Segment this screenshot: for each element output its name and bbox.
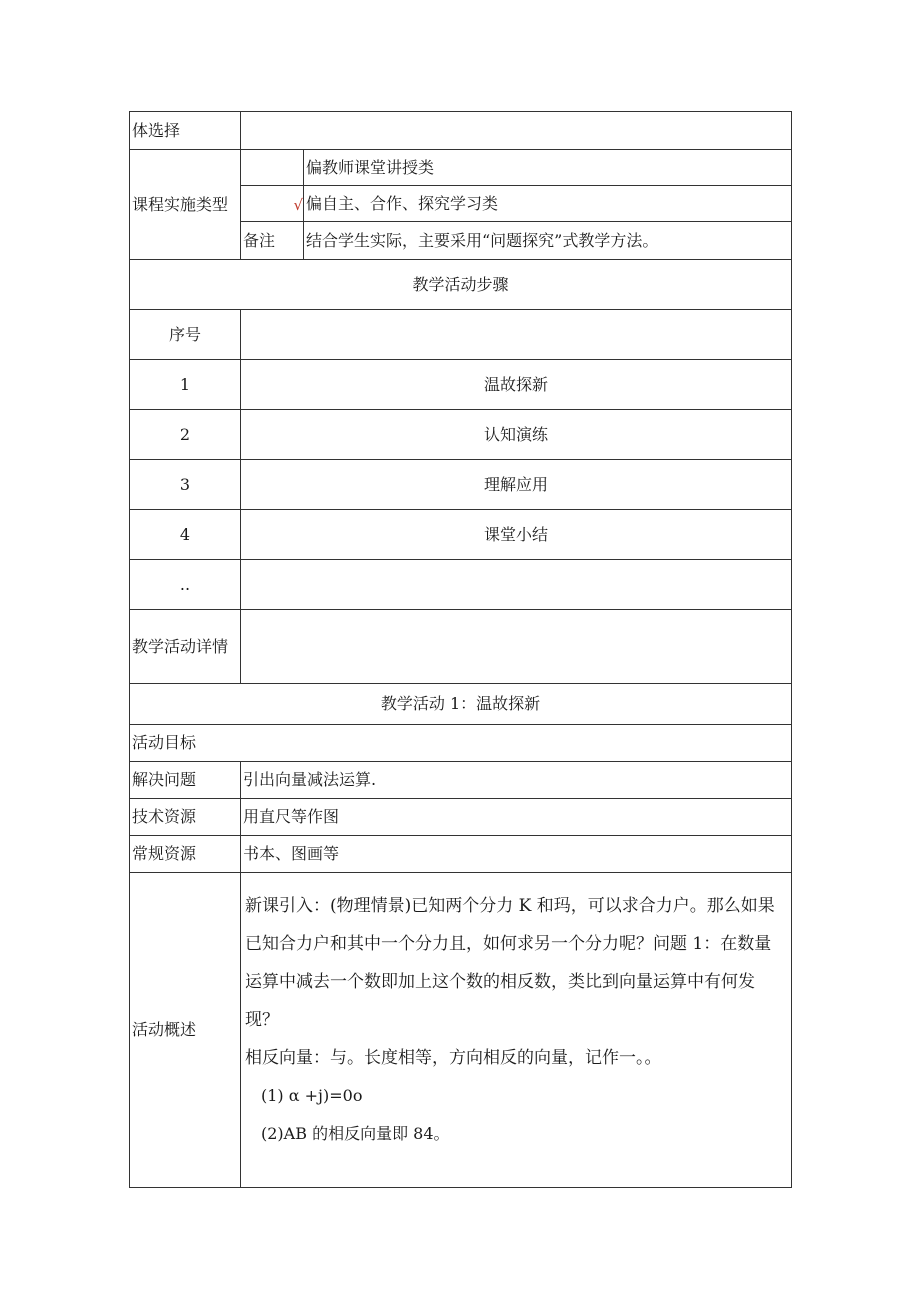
lesson-plan-table xyxy=(129,111,792,1188)
activity1-title-row xyxy=(130,684,792,725)
goal-row xyxy=(130,725,792,762)
step-number: 1 xyxy=(130,360,241,410)
media-selection-value xyxy=(241,112,792,150)
steps-title: 教学活动步骤 xyxy=(130,260,792,310)
overview-label: 活动概述 xyxy=(130,873,241,1188)
remark-label: 备注 xyxy=(241,222,304,260)
common-row xyxy=(130,836,792,873)
tech-row xyxy=(130,799,792,836)
details-label: 教学活动详情 xyxy=(130,610,241,684)
problem-label: 解决问题 xyxy=(130,762,241,799)
overview-formula: (1) α +j)=0o xyxy=(261,1086,363,1105)
overview-paragraph: 相反向量：与。长度相等，方向相反的向量，记作一。。 xyxy=(245,1048,662,1068)
step-number: 4 xyxy=(130,510,241,560)
steps-title-row xyxy=(130,260,792,310)
ellipsis-row xyxy=(130,560,792,610)
common-text: 书本、图画等 xyxy=(241,836,792,873)
problem-row xyxy=(130,762,792,799)
ellipsis: .. xyxy=(130,560,241,610)
step-number: 3 xyxy=(130,460,241,510)
overview-formula: (2)AB 的相反向量即 84。 xyxy=(261,1124,450,1143)
tech-label: 技术资源 xyxy=(130,799,241,836)
step-row xyxy=(130,510,792,560)
activity1-title: 教学活动 1：温故探新 xyxy=(130,684,792,725)
details-blank xyxy=(241,610,792,684)
remark-text: 结合学生实际，主要采用“问题探究”式教学方法。 xyxy=(304,222,792,260)
option-teacher-check xyxy=(241,150,304,186)
overview-content xyxy=(241,873,792,1188)
step-name: 温故探新 xyxy=(241,360,792,410)
problem-text: 引出向量减法运算. xyxy=(241,762,792,799)
step-name: 认知演练 xyxy=(241,410,792,460)
tech-text: 用直尺等作图 xyxy=(241,799,792,836)
option-student-label: 偏自主、合作、探究学习类 xyxy=(304,186,792,222)
step-row xyxy=(130,460,792,510)
course-type-label: 课程实施类型 xyxy=(130,150,241,260)
steps-header-row xyxy=(130,310,792,360)
seq-header: 序号 xyxy=(130,310,241,360)
ellipsis-blank xyxy=(241,560,792,610)
step-row xyxy=(130,410,792,460)
overview-paragraph: 新课引入：(物理情景)已知两个分力 K 和玛，可以求合力户。那么如果已知合力户和其中一个分力且，如何求另一个分力呢？问题 1：在数量运算中减去一个数即加上这个数的相反数，类比到向量运算中有何发现？ xyxy=(245,896,775,1030)
details-row xyxy=(130,610,792,684)
media-selection-row xyxy=(130,112,792,150)
media-selection-label: 体选择 xyxy=(130,112,241,150)
check-mark-icon: √ xyxy=(293,196,303,214)
option-student-check xyxy=(241,186,304,222)
option-teacher-label: 偏教师课堂讲授类 xyxy=(304,150,792,186)
course-type-row-1 xyxy=(130,150,792,186)
overview-row xyxy=(130,873,792,1188)
seq-header-blank xyxy=(241,310,792,360)
step-row xyxy=(130,360,792,410)
common-label: 常规资源 xyxy=(130,836,241,873)
step-name: 课堂小结 xyxy=(241,510,792,560)
step-name: 理解应用 xyxy=(241,460,792,510)
step-number: 2 xyxy=(130,410,241,460)
goal-label: 活动目标 xyxy=(130,725,792,762)
